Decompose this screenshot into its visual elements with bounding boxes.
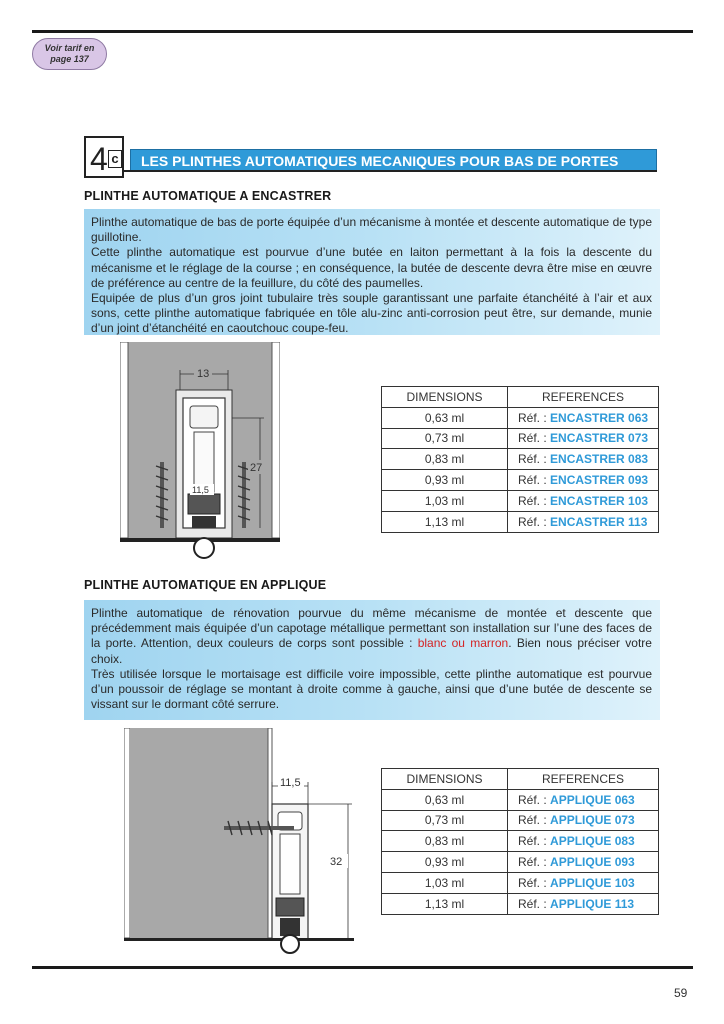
table-row bbox=[382, 470, 659, 491]
ref-code: APPLIQUE 063 bbox=[550, 792, 635, 807]
col-references-header: REFERENCES bbox=[508, 387, 659, 408]
row-reference bbox=[508, 511, 659, 532]
desc-paragraph: Très utilisée lorsque le mortaisage est difficile voire impossible, cette plinthe automatique est pourvue d’un poussoir de réglage se montant à droite comme à gauche, ainsi que d’une butée de descente se vissant sur le dormant côté serrure. bbox=[91, 666, 652, 712]
row-reference bbox=[508, 470, 659, 491]
ref-code: ENCASTRER 103 bbox=[550, 493, 649, 508]
ref-code: APPLIQUE 103 bbox=[550, 875, 635, 890]
table-row bbox=[382, 852, 659, 873]
row-reference bbox=[508, 893, 659, 914]
ref-prefix: Réf. : bbox=[518, 834, 547, 849]
ref-code: ENCASTRER 083 bbox=[550, 452, 649, 467]
ref-code: APPLIQUE 083 bbox=[550, 834, 635, 849]
desc-text: Plinthe automatique de rénovation pourvue du même mécanisme de montée et descente que précédemment mais équipée d’un capotage métallique permettant son installation sur l’une des faces de la porte. Attention, deux couleurs de corps sont possible : bbox=[91, 606, 652, 651]
ref-prefix: Réf. : bbox=[518, 875, 547, 890]
desc-paragraph: Cette plinthe automatique est pourvue d’une butée en laiton permettant à la fois la descente du mécanisme et le réglage de la course ; en conséquence, la butée de descente devra être mise en œuvre de préférence au centre de la feuillure, du côté des paumelles. bbox=[91, 245, 652, 290]
ref-prefix: Réf. : bbox=[518, 855, 547, 870]
row-dimension: 1,13 ml bbox=[382, 893, 508, 914]
ref-code: ENCASTRER 093 bbox=[550, 473, 649, 488]
table-row bbox=[382, 407, 659, 428]
dim-width-label: 13 bbox=[197, 368, 210, 380]
table-row bbox=[382, 789, 659, 810]
desc-text: . Bien nous préciser votre choix. bbox=[91, 636, 652, 666]
row-dimension: 0,83 ml bbox=[382, 449, 508, 470]
row-dimension: 0,73 ml bbox=[382, 810, 508, 831]
encastrer-cross-section-drawing bbox=[120, 342, 280, 560]
ref-code: APPLIQUE 093 bbox=[550, 855, 635, 870]
row-dimension: 1,13 ml bbox=[382, 511, 508, 532]
table-header-row bbox=[382, 387, 659, 408]
chapter-marker bbox=[84, 136, 124, 178]
badge-line-1: Voir tarif en bbox=[44, 43, 95, 53]
applique-cross-section-drawing bbox=[124, 728, 354, 956]
table-row bbox=[382, 449, 659, 470]
row-reference bbox=[508, 490, 659, 511]
chapter-letter: c bbox=[108, 150, 122, 168]
desc-paragraph: Equipée de plus d’un gros joint tubulaire très souple garantissant une parfaite étanchéité à l’air et aux sons, cette plinthe automatique fabriquée en tôle alu-zinc anti-corrosion peut être, sur demande, munie d’un joint d’étanchéité en caoutchouc coupe-feu. bbox=[91, 291, 652, 336]
row-dimension: 0,83 ml bbox=[382, 831, 508, 852]
row-reference bbox=[508, 449, 659, 470]
chapter-number: 4 bbox=[90, 141, 108, 177]
ref-prefix: Réf. : bbox=[518, 514, 547, 529]
page-number: 59 bbox=[674, 986, 688, 1000]
description-encastrer bbox=[84, 209, 660, 335]
references-table-encastrer bbox=[381, 386, 659, 533]
dim-height-label: 27 bbox=[250, 462, 263, 474]
row-dimension: 1,03 ml bbox=[382, 490, 508, 511]
top-rule bbox=[32, 30, 693, 33]
ref-prefix: Réf. : bbox=[518, 452, 547, 467]
ref-prefix: Réf. : bbox=[518, 473, 547, 488]
ref-prefix: Réf. : bbox=[518, 813, 547, 828]
row-dimension: 0,93 ml bbox=[382, 470, 508, 491]
table-row bbox=[382, 872, 659, 893]
row-reference bbox=[508, 810, 659, 831]
ref-code: ENCASTRER 113 bbox=[550, 514, 648, 529]
row-dimension: 0,63 ml bbox=[382, 789, 508, 810]
table-row bbox=[382, 428, 659, 449]
dim-width-label: 11,5 bbox=[280, 777, 301, 789]
door-leaf bbox=[130, 728, 268, 938]
table-row bbox=[382, 893, 659, 914]
ref-prefix: Réf. : bbox=[518, 792, 547, 807]
chapter-title: LES PLINTHES AUTOMATIQUES MECANIQUES POUR BAS DE PORTES bbox=[130, 149, 657, 171]
bottom-rule bbox=[32, 966, 693, 969]
row-reference bbox=[508, 872, 659, 893]
section-title-applique: PLINTHE AUTOMATIQUE EN APPLIQUE bbox=[84, 578, 327, 592]
ref-code: APPLIQUE 073 bbox=[550, 813, 635, 828]
row-dimension: 0,73 ml bbox=[382, 428, 508, 449]
col-dimensions-header: DIMENSIONS bbox=[382, 387, 508, 408]
tubular-seal bbox=[281, 935, 299, 953]
table-row bbox=[382, 810, 659, 831]
ref-prefix: Réf. : bbox=[518, 896, 547, 911]
ref-code: ENCASTRER 063 bbox=[550, 410, 649, 425]
row-reference bbox=[508, 789, 659, 810]
row-reference bbox=[508, 852, 659, 873]
table-row bbox=[382, 511, 659, 532]
row-dimension: 0,93 ml bbox=[382, 852, 508, 873]
col-references-header: REFERENCES bbox=[508, 769, 659, 790]
tubular-seal bbox=[194, 538, 214, 558]
section-title-encastrer: PLINTHE AUTOMATIQUE A ENCASTRER bbox=[84, 189, 332, 203]
badge-line-2: page 137 bbox=[50, 54, 89, 64]
ref-prefix: Réf. : bbox=[518, 493, 547, 508]
row-reference bbox=[508, 831, 659, 852]
table-header-row bbox=[382, 769, 659, 790]
row-dimension: 1,03 ml bbox=[382, 872, 508, 893]
row-reference bbox=[508, 407, 659, 428]
price-list-badge[interactable] bbox=[32, 38, 107, 70]
dim-depth-label: 11,5 bbox=[192, 485, 209, 495]
color-options: blanc ou marron bbox=[417, 636, 509, 651]
desc-paragraph: Plinthe automatique de bas de porte équipée d’un mécanisme à montée et descente automatique de type guillotine. bbox=[91, 215, 652, 245]
description-applique bbox=[84, 600, 660, 720]
ref-code: ENCASTRER 073 bbox=[550, 431, 649, 446]
desc-paragraph bbox=[91, 606, 652, 667]
table-row bbox=[382, 831, 659, 852]
ref-code: APPLIQUE 113 bbox=[550, 896, 635, 911]
ref-prefix: Réf. : bbox=[518, 410, 547, 425]
chapter-underline bbox=[124, 170, 657, 172]
table-row bbox=[382, 490, 659, 511]
references-table-applique bbox=[381, 768, 659, 915]
row-dimension: 0,63 ml bbox=[382, 407, 508, 428]
dim-height-label: 32 bbox=[330, 856, 343, 868]
col-dimensions-header: DIMENSIONS bbox=[382, 769, 508, 790]
row-reference bbox=[508, 428, 659, 449]
ref-prefix: Réf. : bbox=[518, 431, 547, 446]
